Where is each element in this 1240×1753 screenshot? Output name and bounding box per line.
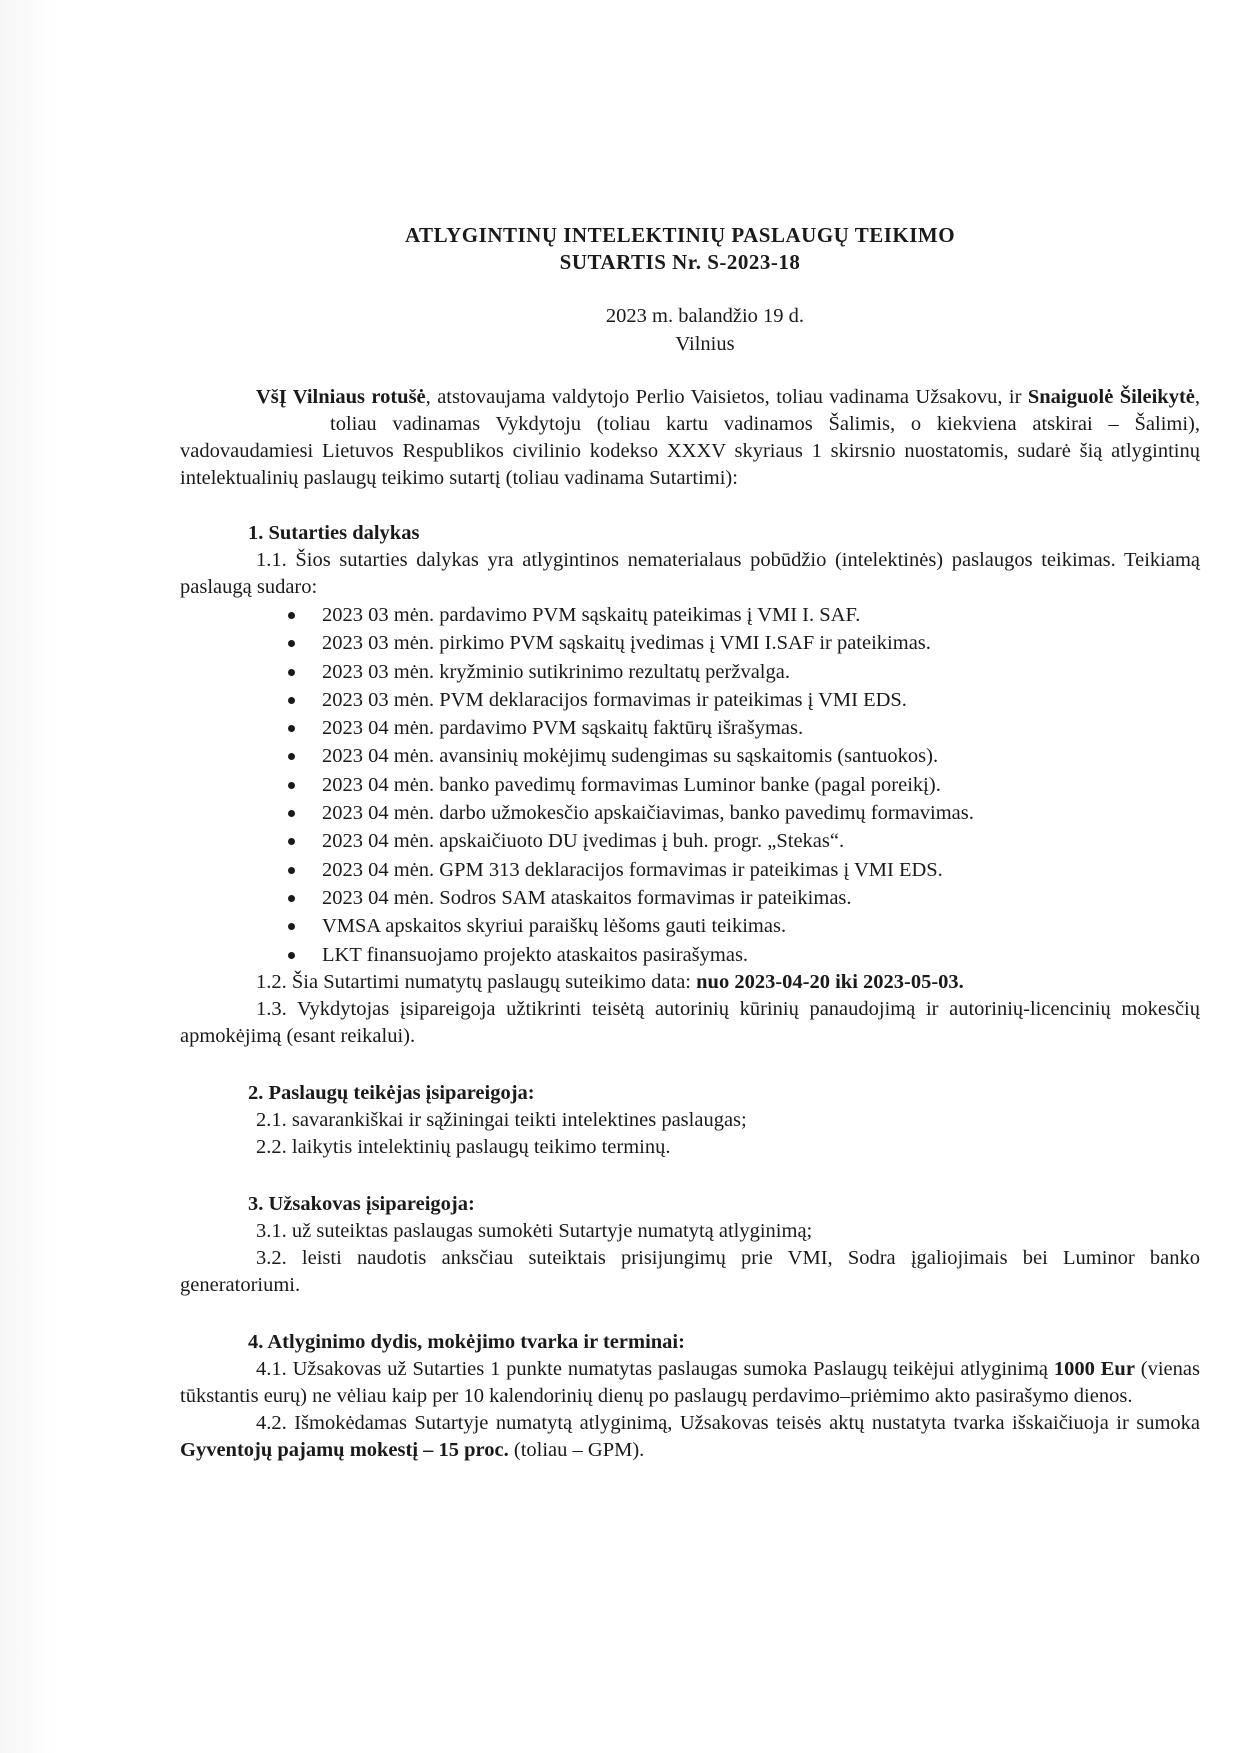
- service-item: 2023 03 mėn. pirkimo PVM sąskaitų įvedimas į VMI I.SAF ir pateikimas.: [288, 629, 1200, 657]
- service-item: 2023 04 mėn. avansinių mokėjimų sudengimas su sąskaitomis (santuokos).: [288, 742, 1200, 770]
- clause-2-2: 2.2. laikytis intelektinių paslaugų teikimo terminų.: [256, 1135, 671, 1158]
- intro-text-2: ,: [1194, 386, 1201, 408]
- section-4-heading: 4. Atlyginimo dydis, mokėjimo tvarka ir terminai:: [248, 1330, 685, 1353]
- clause-4-2: [180, 1410, 1200, 1464]
- income-tax: Gyventojų pajamų mokestį – 15 proc.: [180, 1438, 509, 1461]
- contract-date: 2023 m. balandžio 19 d.: [605, 305, 805, 327]
- party-customer: VšĮ Vilniaus rotušė: [256, 386, 426, 408]
- service-item: LKT finansuojamo projekto ataskaitos pasirašymas.: [288, 941, 1200, 969]
- title-line-1: ATLYGINTINŲ INTELEKTINIŲ PASLAUGŲ TEIKIMO: [404, 223, 956, 247]
- service-period: nuo 2023-04-20 iki 2023-05-03.: [696, 970, 964, 993]
- service-item: 2023 04 mėn. banko pavedimų formavimas Luminor banke (pagal poreikį).: [288, 771, 1200, 799]
- clause-3-1: 3.1. už suteiktas paslaugas sumokėti Sutartyje numatytą atlyginimą;: [256, 1219, 813, 1242]
- service-item: VMSA apskaitos skyriui paraiškų lėšoms gauti teikimas.: [288, 912, 1200, 940]
- service-item: 2023 03 mėn. kryžminio sutikrinimo rezultatų peržvalga.: [288, 658, 1200, 686]
- clause-4-2-text-a: 4.2. Išmokėdamas Sutartyje numatytą atlyginimą, Užsakovas teisės aktų nustatyta tvarka išskaičiuoja ir sumoka: [256, 1411, 1200, 1434]
- service-item: 2023 04 mėn. pardavimo PVM sąskaitų faktūrų išrašymas.: [288, 714, 1200, 742]
- clause-4-1: [180, 1356, 1200, 1410]
- intro-text-3: toliau vadinamas Vykdytoju (toliau kartu vadinamos Šalimis, o kiekviena atskirai – Šalimi), vadovaudamiesi Lietuvos Respublikos civilinio kodekso XXXV skyriaus 1 skirsnio nuostatomis, sudarė šią atlygintinų intelektualinių paslaugų teikimo sutartį (toliau vadinama Sutartimi):: [180, 413, 1200, 489]
- service-item: 2023 04 mėn. Sodros SAM ataskaitos formavimas ir pateikimas.: [288, 884, 1200, 912]
- scan-edge-shadow: [0, 0, 60, 1753]
- clause-4-1-text-b: (vienas tūkstantis eurų) ne vėliau kaip per 10 kalendorinių dienų po paslaugų perdavimo–priėmimo akto pasirašymo dienos.: [180, 1357, 1200, 1407]
- contract-place: Vilnius: [675, 333, 735, 355]
- clause-2-1: 2.1. savarankiškai ir sąžiningai teikti intelektines paslaugas;: [256, 1108, 747, 1131]
- service-item: 2023 04 mėn. apskaičiuoto DU įvedimas į buh. progr. „Stekas“.: [288, 827, 1200, 855]
- clause-3-2: 3.2. leisti naudotis anksčiau suteiktais prisijungimų prie VMI, Sodra įgaliojimais bei Luminor banko generatoriumi.: [180, 1246, 1200, 1296]
- contract-title: [160, 222, 1200, 276]
- clause-4-2-text-b: (toliau – GPM).: [513, 1438, 645, 1461]
- services-list: [180, 601, 1200, 969]
- clause-4-1-text-a: 4.1. Užsakovas už Sutarties 1 punkte numatytas paslaugas sumoka Paslaugų teikėjui atlyginimą: [256, 1357, 1049, 1380]
- section-3-heading: 3. Užsakovas įsipareigoja:: [248, 1192, 475, 1215]
- intro-paragraph: [180, 384, 1200, 492]
- service-item: 2023 03 mėn. PVM deklaracijos formavimas ir pateikimas į VMI EDS.: [288, 686, 1200, 714]
- section-1-heading: 1. Sutarties dalykas: [248, 522, 420, 544]
- clause-1-2-text: 1.2. Šia Sutartimi numatytų paslaugų suteikimo data:: [256, 970, 692, 993]
- clause-1-2: [256, 969, 1200, 996]
- date-place: [210, 302, 1200, 358]
- clause-1-3: 1.3. Vykdytojas įsipareigoja užtikrinti teisėtą autorinių kūrinių panaudojimą ir autorinių-licencinių mokesčių apmokėjimą (esant reikalui).: [180, 997, 1200, 1047]
- service-item: 2023 04 mėn. GPM 313 deklaracijos formavimas ir pateikimas į VMI EDS.: [288, 856, 1200, 884]
- service-item: 2023 03 mėn. pardavimo PVM sąskaitų pateikimas į VMI I. SAF.: [288, 601, 1200, 629]
- section-2-heading: 2. Paslaugų teikėjas įsipareigoja:: [248, 1081, 535, 1104]
- intro-text-1: , atstovaujama valdytojo Perlio Vaisietos, toliau vadinama Užsakovu, ir: [425, 386, 1022, 408]
- party-contractor: Snaiguolė Šileikytė: [1027, 386, 1195, 408]
- service-item: 2023 04 mėn. darbo užmokesčio apskaičiavimas, banko pavedimų formavimas.: [288, 799, 1200, 827]
- clause-1-1: 1.1. Šios sutarties dalykas yra atlygintinos nematerialaus pobūdžio (intelektinės) paslaugos teikimas. Teikiamą paslaugą sudaro:: [180, 549, 1200, 598]
- contract-body: [180, 222, 1200, 1464]
- title-line-2: SUTARTIS Nr. S-2023-18: [559, 250, 801, 274]
- fee-amount: 1000 Eur: [1053, 1357, 1135, 1380]
